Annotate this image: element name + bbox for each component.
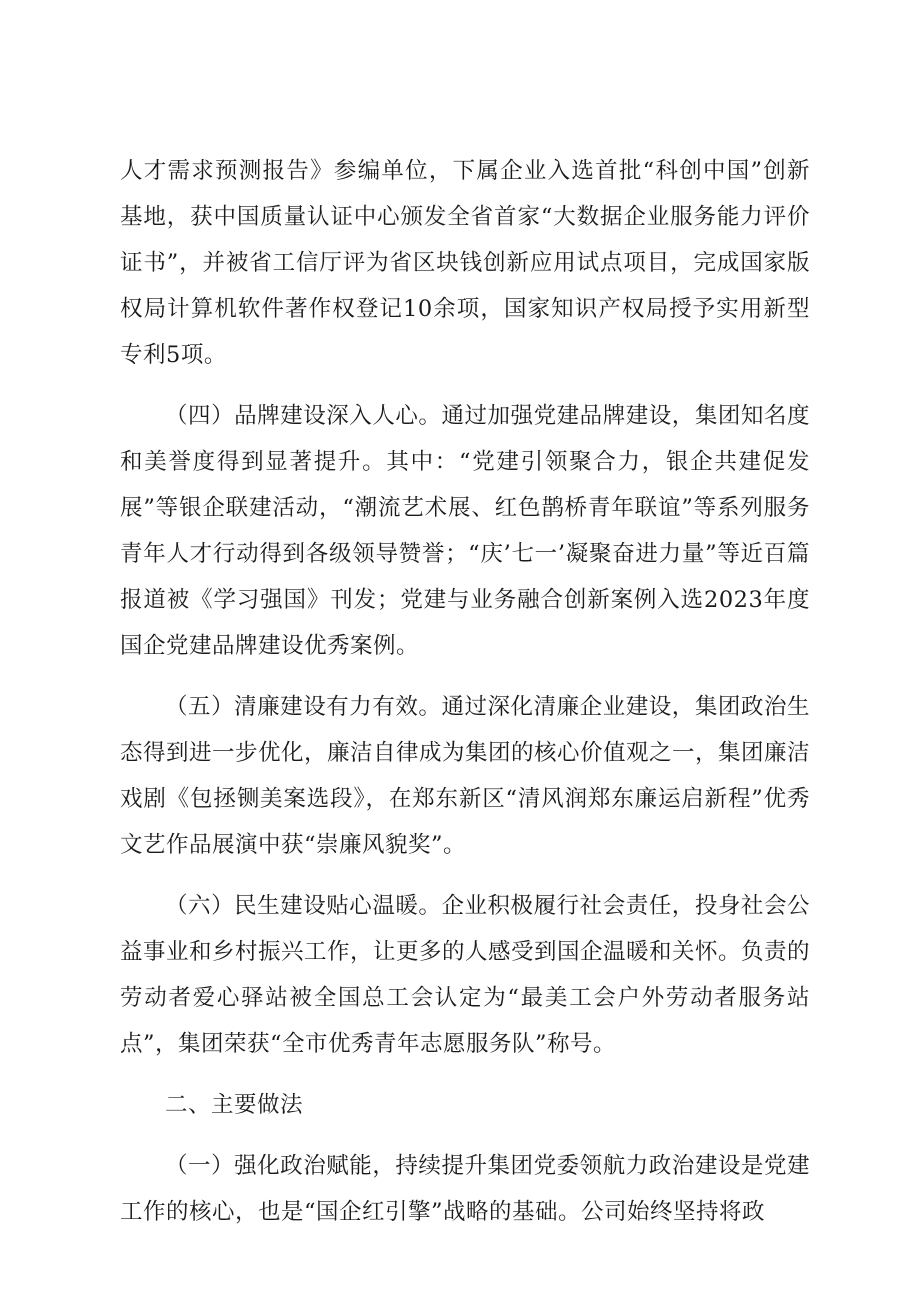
- section-heading: 二、主要做法: [165, 1092, 304, 1118]
- paragraph-livelihood-building: （六）民生建设贴心温暖。企业积极履行社会责任，投身社会公益事业和乡村振兴工作，让更多的人感受到国企温暖和关怀。负责的劳动者爱心驿站被全国总工会认定为“最美工会户外劳动者服务站点”，集团荣获“全市优秀青年志愿服务队”称号。: [120, 893, 811, 1057]
- paragraph-political-empowerment: （一）强化政治赋能，持续提升集团党委领航力政治建设是党建工作的核心，也是“国企红引擎”战略的基础。公司始终坚持将政: [120, 1153, 810, 1225]
- paragraph-brand-building: （四）品牌建设深入人心。通过加强党建品牌建设，集团知名度和美誉度得到显著提升。其中：“党建引领聚合力，银企共建促发展”等银企联建活动，“潮流艺术展、红色鹊桥青年联谊”等系列服务青年人才行动得到各级领导赞誉；“庆’七一’凝聚奋进力量”等近百篇报道被《学习强国》刊发；党建与业务融合创新案例入选2023年度国企党建品牌建设优秀案例。: [120, 403, 810, 659]
- document-body: [120, 148, 810, 1235]
- paragraph-continuation: 人才需求预测报告》参编单位，下属企业入选首批“科创中国”创新基地，获中国质量认证中心颁发全省首家“大数据企业服务能力评价证书”，并被省工信厅评为省区块钱创新应用试点项目，完成国家版权局计算机软件著作权登记10余项，国家知识产权局授予实用新型专利5项。: [120, 158, 810, 368]
- paragraph-integrity-building: （五）清廉建设有力有效。通过深化清廉企业建设，集团政治生态得到进一步优化，廉洁自律成为集团的核心价值观之一，集团廉洁戏剧《包拯铡美案选段》，在郑东新区“清风润郑东廉运启新程”优秀文艺作品展演中获“崇廉风貌奖”。: [120, 694, 811, 858]
